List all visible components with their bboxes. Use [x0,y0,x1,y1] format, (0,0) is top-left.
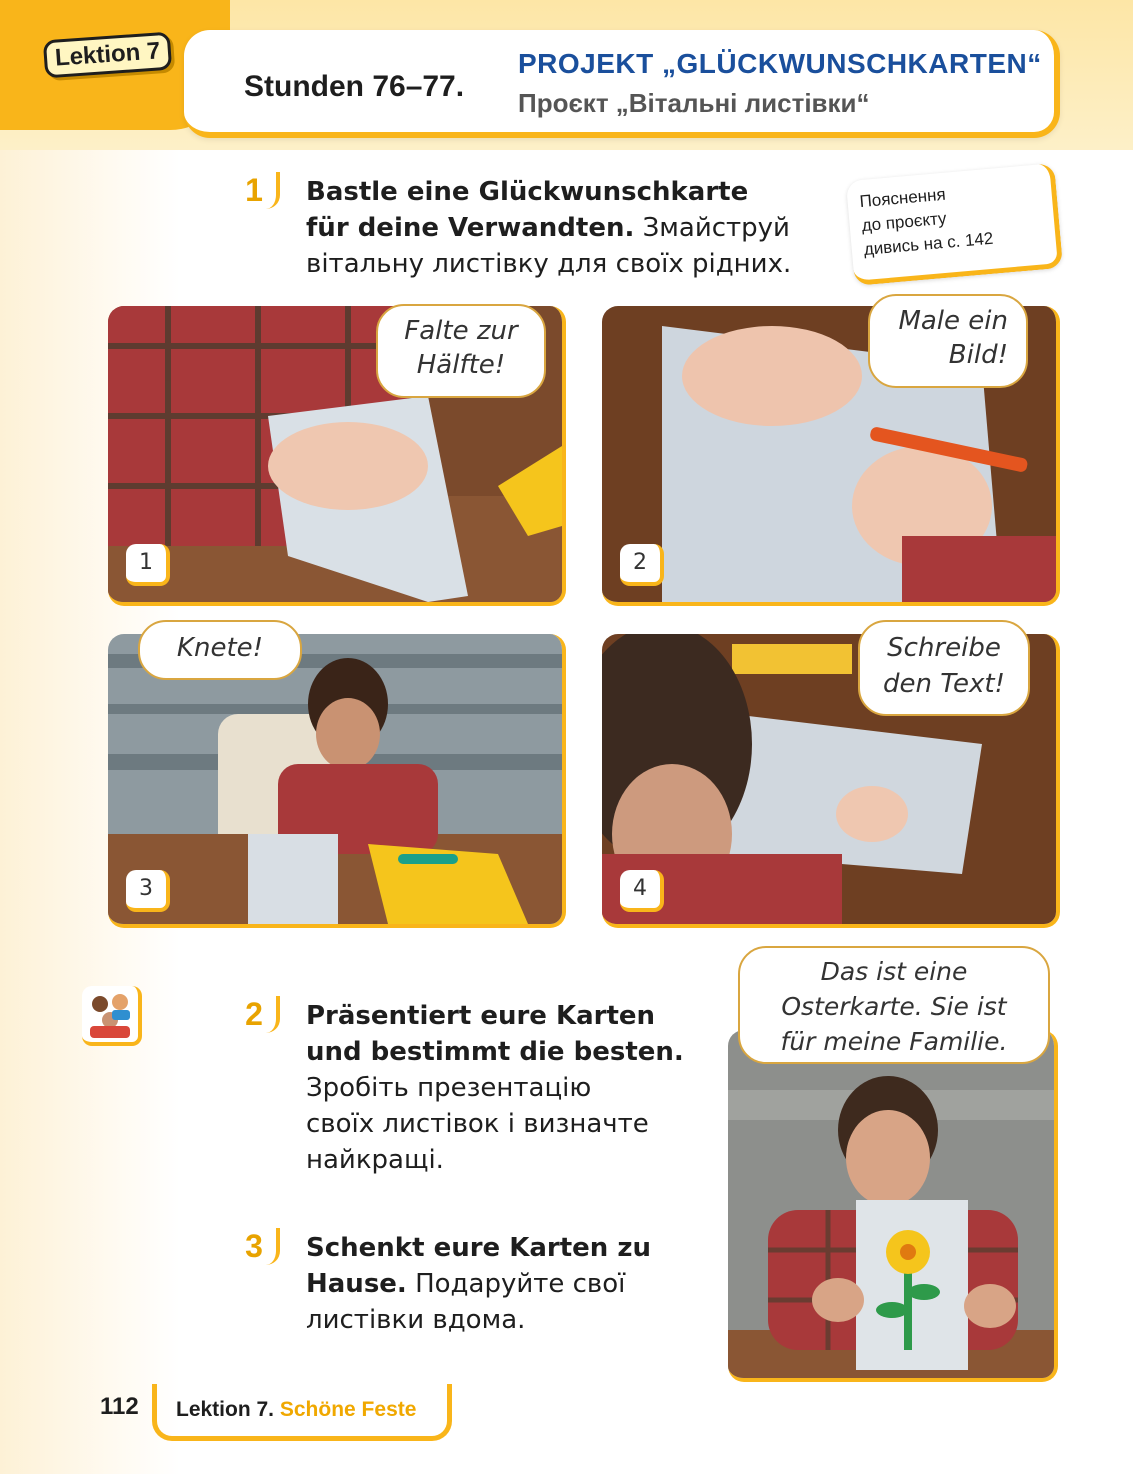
task-2-text [306,998,684,1178]
project-title-ukrainian: Проєкт „Вітальні листівки“ [518,88,870,118]
speech-bubble-4 [858,620,1030,716]
speech-bubble-4-line-1: Schreibe [887,633,1001,663]
task-3-line-3: листівки вдома. [306,1305,526,1335]
task-1-line-3: вітальну листівку для своїх рідних. [306,249,792,279]
project-title-german: PROJEKT „GLÜCKWUNSCHKARTEN“ [518,48,1042,79]
speech-bubble-1 [376,304,546,398]
speech-bubble-2-line-2: Bild! [948,340,1008,370]
footer-topic: Schöne Feste [279,1398,417,1421]
task-2-line-3: Зробіть презентацію [306,1073,592,1103]
photo-boy-with-card-illustration [728,1030,1054,1378]
task-3-text [306,1230,651,1338]
lesson-hours: Stunden 76–77. [244,70,465,103]
task-2-bold-line-2: und bestimmt die besten. [306,1037,684,1067]
task-3-line-2-rest: Подаруйте свої [406,1269,626,1299]
speech-bubble-final [738,946,1050,1064]
task-3-bold-line-1: Schenkt eure Karten zu [306,1233,651,1263]
speech-bubble-2-line-1: Male ein [898,306,1008,336]
speech-bubble-final-line-2: Osterkarte. Sie ist [781,992,1007,1021]
page-number: 112 [100,1393,139,1420]
photo-number-3: 3 [126,870,170,912]
photo-number-2: 2 [620,544,664,586]
speech-bubble-2 [868,294,1028,388]
task-number-1: 1 [236,172,280,209]
task-1-text [306,174,791,282]
footer-lesson-title [176,1398,416,1422]
speech-bubble-1-line-2: Hälfte! [416,350,506,380]
task-2-line-5: найкращі. [306,1145,444,1175]
speech-bubble-1-line-1: Falte zur [404,316,518,346]
speech-bubble-final-line-3: für meine Familie. [780,1027,1008,1056]
task-1-bold-line-1: Bastle eine Glückwunschkarte [306,177,749,207]
photo-number-1: 1 [126,544,170,586]
task-number-3: 3 [236,1228,280,1265]
note-line-1: Пояснення [858,184,947,212]
project-note-box [846,163,1063,286]
speech-bubble-final-line-1: Das ist eine [820,957,968,986]
task-2-line-4: своїх листівок і визначте [306,1109,649,1139]
task-2-bold-line-1: Präsentiert eure Karten [306,1001,656,1031]
task-1-bold-line-2: für deine Verwandten. [306,213,635,243]
lesson-badge: Lektion 7 [43,32,173,79]
footer-lesson: Lektion 7. [176,1398,275,1421]
task-number-2: 2 [236,996,280,1033]
photo-boy-with-card [728,1030,1058,1382]
group-work-icon [82,986,142,1046]
speech-bubble-3-line-1: Knete! [176,633,264,663]
speech-bubble-4-line-2: den Text! [883,669,1005,699]
photo-number-4: 4 [620,870,664,912]
task-1-line-2-rest: Змайструй [634,213,790,243]
speech-bubble-3 [138,620,302,680]
note-line-3: дивись на с. 142 [863,228,995,259]
group-work-icon-graphic [82,986,138,1042]
note-line-2: до проєкту [860,208,948,236]
task-3-bold-line-2: Hause. [306,1269,407,1299]
